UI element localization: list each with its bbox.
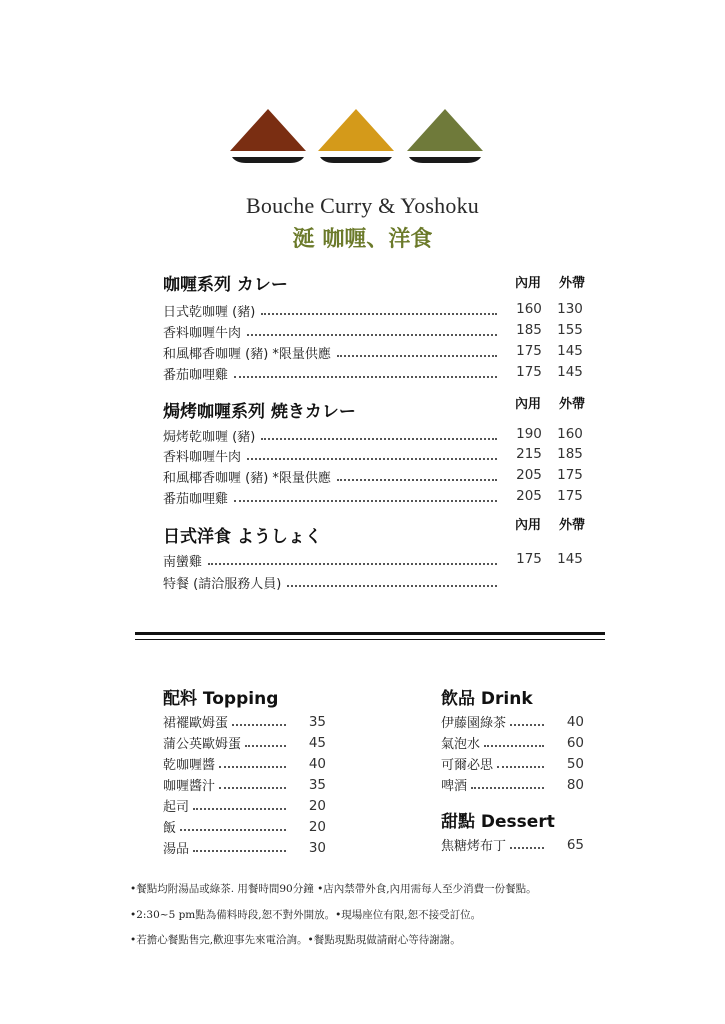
col-header-takeout: 外帶 (559, 276, 586, 291)
item-price: 40 (566, 713, 584, 730)
dot-leader (261, 313, 497, 315)
item-price: 35 (308, 713, 326, 730)
dot-leader (245, 745, 286, 747)
list-item (163, 795, 326, 816)
dot-leader (247, 334, 497, 336)
spice-mound-yellow-icon (318, 109, 394, 163)
dot-leader (193, 850, 286, 852)
menu-item (163, 573, 503, 592)
price-takeout: 160 (557, 426, 583, 442)
col-header-dine-in: 內用 (515, 397, 542, 412)
item-name: 香料咖喱牛肉 (163, 450, 242, 465)
item-name: 飯 (163, 821, 177, 836)
price-takeout: 145 (557, 364, 583, 380)
item-name: 湯品 (163, 842, 190, 857)
item-name: 起司 (163, 800, 190, 815)
item-name: 伊藤園綠茶 (441, 716, 507, 731)
price-dine-in: 185 (516, 322, 542, 338)
price-takeout: 145 (557, 343, 583, 359)
price-takeout: 130 (557, 301, 583, 317)
menu-item (163, 551, 503, 570)
list-item (441, 732, 584, 753)
item-name: 和風椰香咖喱 (豬) *限量供應 (163, 471, 331, 486)
item-price: 20 (308, 797, 326, 814)
list-item (163, 774, 326, 795)
item-price: 30 (308, 839, 326, 856)
dessert-title: 甜點 Dessert (441, 812, 555, 832)
price-takeout: 145 (557, 551, 583, 567)
item-price: 50 (566, 755, 584, 772)
item-name: 日式乾咖喱 (豬) (163, 305, 256, 320)
divider (135, 639, 605, 640)
item-name: 啤酒 (441, 779, 468, 794)
topping-list (163, 711, 326, 858)
spice-mound-red-icon (230, 109, 306, 163)
section-title-yoshoku: 日式洋食 ようしょく (163, 527, 322, 547)
dot-leader (234, 500, 497, 502)
logo (228, 105, 493, 170)
brand-name-en: Bouche Curry & Yoshoku (246, 193, 479, 218)
menu-item (163, 343, 503, 362)
list-item (163, 816, 326, 837)
list-item (441, 834, 584, 855)
price-dine-in: 160 (516, 301, 542, 317)
note-line: •餐點均附湯品或綠茶. 用餐時間90分鐘 •店內禁帶外食,內用需每人至少消費一份餐點。 (130, 883, 537, 895)
dot-leader (287, 585, 497, 587)
item-name: 乾咖喱醬 (163, 758, 216, 773)
section-title-curry: 咖喱系列 カレー (163, 275, 288, 295)
menu-item (163, 301, 503, 320)
list-item (441, 753, 584, 774)
dot-leader (219, 766, 286, 768)
list-item (163, 837, 326, 858)
list-item (441, 774, 584, 795)
dot-leader (510, 724, 544, 726)
price-takeout: 185 (557, 446, 583, 462)
item-name: 裙襬歐姆蛋 (163, 716, 229, 731)
spice-mound-green-icon (407, 109, 483, 163)
item-price: 35 (308, 776, 326, 793)
note-line: •2:30~5 pm點為備料時段,恕不對外開放。•現場座位有限,恕不接受訂位。 (130, 909, 482, 921)
dot-leader (497, 766, 544, 768)
menu-item (163, 364, 503, 383)
menu-item (163, 488, 503, 507)
dot-leader (510, 847, 544, 849)
menu-item (163, 467, 503, 486)
dot-leader (180, 829, 286, 831)
price-dine-in: 205 (516, 488, 542, 504)
item-name: 氣泡水 (441, 737, 481, 752)
item-name: 番茄咖哩雞 (163, 492, 229, 507)
menu-item (163, 446, 503, 465)
dot-leader (232, 724, 286, 726)
list-item (163, 732, 326, 753)
col-header-takeout: 外帶 (559, 397, 586, 412)
item-price: 60 (566, 734, 584, 751)
price-dine-in: 215 (516, 446, 542, 462)
dessert-list (441, 834, 584, 855)
price-dine-in: 190 (516, 426, 542, 442)
dot-leader (193, 808, 286, 810)
item-price: 40 (308, 755, 326, 772)
item-name: 咖喱醬汁 (163, 779, 216, 794)
price-takeout: 155 (557, 322, 583, 338)
item-name: 番茄咖哩雞 (163, 368, 229, 383)
item-name: 可爾必思 (441, 758, 494, 773)
item-price: 65 (566, 836, 584, 853)
price-dine-in: 205 (516, 467, 542, 483)
item-price: 45 (308, 734, 326, 751)
item-name: 焦糖烤布丁 (441, 839, 507, 854)
dot-leader (337, 355, 497, 357)
note-line: •若擔心餐點售完,歡迎事先來電洽詢。•餐點現點現做請耐心等待謝謝。 (130, 934, 461, 946)
item-price: 20 (308, 818, 326, 835)
price-takeout: 175 (557, 467, 583, 483)
price-takeout: 175 (557, 488, 583, 504)
menu-item (163, 322, 503, 341)
col-header-dine-in: 內用 (515, 518, 542, 533)
dot-leader (234, 376, 497, 378)
section-title-baked-curry: 焗烤咖喱系列 焼きカレー (163, 402, 356, 422)
divider (135, 632, 605, 635)
list-item (163, 711, 326, 732)
dot-leader (471, 787, 544, 789)
item-name: 特餐 (請洽服務人員) (163, 577, 282, 592)
drink-list (441, 711, 584, 795)
col-header-takeout: 外帶 (559, 518, 586, 533)
item-price: 80 (566, 776, 584, 793)
price-dine-in: 175 (516, 551, 542, 567)
menu-item (163, 426, 503, 445)
dot-leader (484, 745, 544, 747)
item-name: 和風椰香咖喱 (豬) *限量供應 (163, 347, 331, 362)
item-name: 香料咖喱牛肉 (163, 326, 242, 341)
list-item (441, 711, 584, 732)
dot-leader (337, 479, 497, 481)
drink-title: 飲品 Drink (441, 689, 533, 709)
price-dine-in: 175 (516, 343, 542, 359)
dot-leader (208, 563, 497, 565)
item-name: 蒲公英歐姆蛋 (163, 737, 242, 752)
topping-title: 配料 Topping (163, 689, 279, 709)
item-name: 南蠻雞 (163, 555, 203, 570)
dot-leader (261, 438, 497, 440)
brand-name-zh: 涎 咖喱、洋食 (292, 226, 433, 252)
price-dine-in: 175 (516, 364, 542, 380)
dot-leader (219, 787, 286, 789)
list-item (163, 753, 326, 774)
item-name: 焗烤乾咖喱 (豬) (163, 430, 256, 445)
dot-leader (247, 458, 497, 460)
col-header-dine-in: 內用 (515, 276, 542, 291)
